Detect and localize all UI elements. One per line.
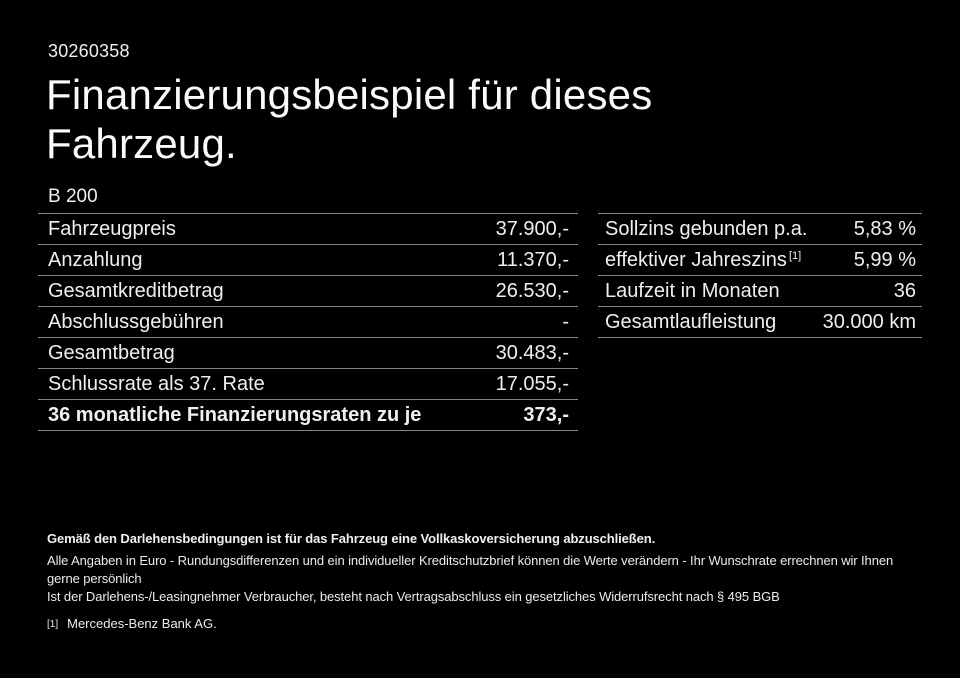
- row-value: -: [562, 310, 569, 333]
- row-label: Sollzins gebunden p.a.: [605, 217, 808, 240]
- row-value: 17.055,-: [495, 372, 569, 395]
- row-value: 30.483,-: [495, 341, 569, 364]
- row-label: Abschlussgebühren: [48, 310, 224, 333]
- insurance-note: Gemäß den Darlehensbedingungen ist für das Fahrzeug eine Vollkaskoversicherung abzuschließen.: [47, 531, 656, 546]
- row-value: 5,83 %: [853, 217, 916, 240]
- row-label: effektiver Jahreszins [1]: [605, 248, 802, 271]
- row-value: 11.370,-: [497, 248, 569, 271]
- row-value: 30.000 km: [822, 310, 916, 333]
- table-row: [598, 275, 922, 306]
- disclaimer-line-1: Alle Angaben in Euro - Rundungsdifferenzen und ein individueller Kreditschutzbrief können die Werte verändern - Ihr Wunschrate errechnen wir Ihnen gerne persönlich: [47, 553, 894, 586]
- conditions-table: [598, 213, 922, 338]
- table-row: [38, 337, 578, 368]
- row-value: 26.530,-: [495, 279, 569, 302]
- row-label: Schlussrate als 37. Rate: [48, 372, 265, 395]
- listing-id: 30260358: [48, 41, 130, 61]
- table-row: [598, 306, 922, 337]
- row-label: Gesamtbetrag: [48, 341, 175, 364]
- page-title-line2: Fahrzeug.: [46, 120, 237, 167]
- row-label: Fahrzeugpreis: [48, 217, 176, 240]
- row-label: Gesamtlaufleistung: [605, 310, 777, 333]
- row-label: Gesamtkreditbetrag: [48, 279, 224, 302]
- table-row: [38, 244, 578, 275]
- row-label: Anzahlung: [48, 248, 143, 271]
- row-label: Laufzeit in Monaten: [605, 279, 780, 302]
- table-row-monthly-rate: [38, 399, 578, 430]
- row-label: 36 monatliche Finanzierungsraten zu je: [48, 403, 422, 426]
- table-row: [38, 306, 578, 337]
- footnote-bank: [47, 616, 927, 631]
- financing-table: [38, 213, 578, 431]
- table-row: [598, 213, 922, 244]
- row-value: 5,99 %: [853, 248, 916, 271]
- table-row: [38, 368, 578, 399]
- table-row: [598, 244, 922, 275]
- footnotes-section: [47, 531, 927, 631]
- table-row: [38, 275, 578, 306]
- table-row: [38, 213, 578, 244]
- disclaimer-line-2: Ist der Darlehens-/Leasingnehmer Verbraucher, besteht nach Vertragsabschluss ein gesetzliches Widerrufsrecht nach § 495 BGB: [47, 589, 780, 604]
- row-value: 373,-: [523, 403, 569, 426]
- row-value: 36: [893, 279, 916, 302]
- row-value: 37.900,-: [495, 217, 569, 240]
- page-title-line1: Finanzierungsbeispiel für dieses: [46, 71, 653, 118]
- vehicle-model: B 200: [48, 186, 98, 207]
- footnote-ref-1: [1]: [788, 249, 802, 262]
- footnote-bank-text: Mercedes-Benz Bank AG.: [67, 616, 217, 631]
- page-title: [46, 70, 652, 168]
- footnote-marker-1: [1]: [47, 619, 59, 630]
